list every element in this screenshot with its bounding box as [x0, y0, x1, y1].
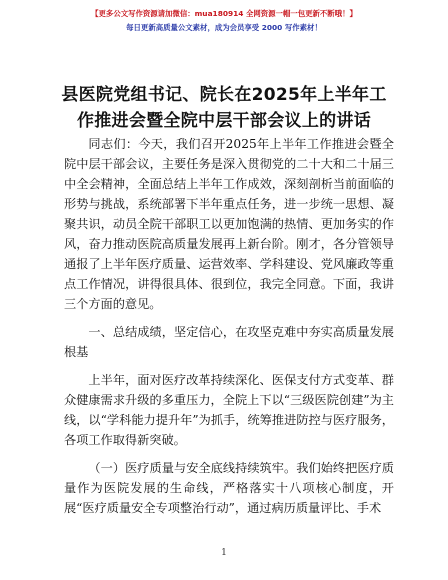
banner-line-red: 【更多公文写作资源请加微信：mua180914 全网资源一帽一包更新不断哦！】: [91, 9, 357, 18]
paragraph-summary: 上半年，面对医疗改革持续深化、医保支付方式变革、群众健康需求升级的多重压力，全院上下以“三级医院创建”为主线，以“学科能力提升年”为抓手，统筹推进防控与医疗服务，各项工作取得新突破。: [64, 373, 394, 447]
document-title: 县医院党组书记、院长在2025年上半年工作推进会暨全院中层干部会议上的讲话: [61, 85, 387, 131]
promo-banner: [0, 0, 448, 50]
page-number: 1: [221, 548, 227, 558]
section-heading-text: 一、总结成绩，坚定信心，在攻坚克难中夯实高质量发展根基: [64, 325, 394, 359]
section-heading-1: [64, 322, 394, 362]
document-body: [64, 134, 394, 518]
paragraph-medical-quality: （一）医疗质量与安全底线持续筑牢。我们始终把医疗质量作为医院发展的生命线，严格落实十八项核心制度，开展“医疗质量安全专项整治行动”，通过病历质量评比、手术: [64, 461, 394, 515]
banner-line-blue: 每日更新高质量公文素材，成为会员享受 2000 写作素材！: [126, 23, 322, 32]
paragraph-intro: 同志们：今天，我们召开2025年上半年工作推进会暨全院中层干部会议，主要任务是深入贯彻党的二十大和二十届三中全会精神，全面总结上半年工作成效，深刻剖析当前面临的形势与挑战，系统部署下半年重点任务，进一步统一思想、凝聚共识，动员全院干部职工以更加饱满的热情、更加务实的作风，奋力推动医院高质量发展再上新台阶。刚才，各分管领导通报了上半年医疗质量、运营效率、学科建设、党风廉政等重点工作情况，讲得很具体、很到位，我完全同意。下面，我讲三个方面的意见。: [64, 137, 394, 311]
